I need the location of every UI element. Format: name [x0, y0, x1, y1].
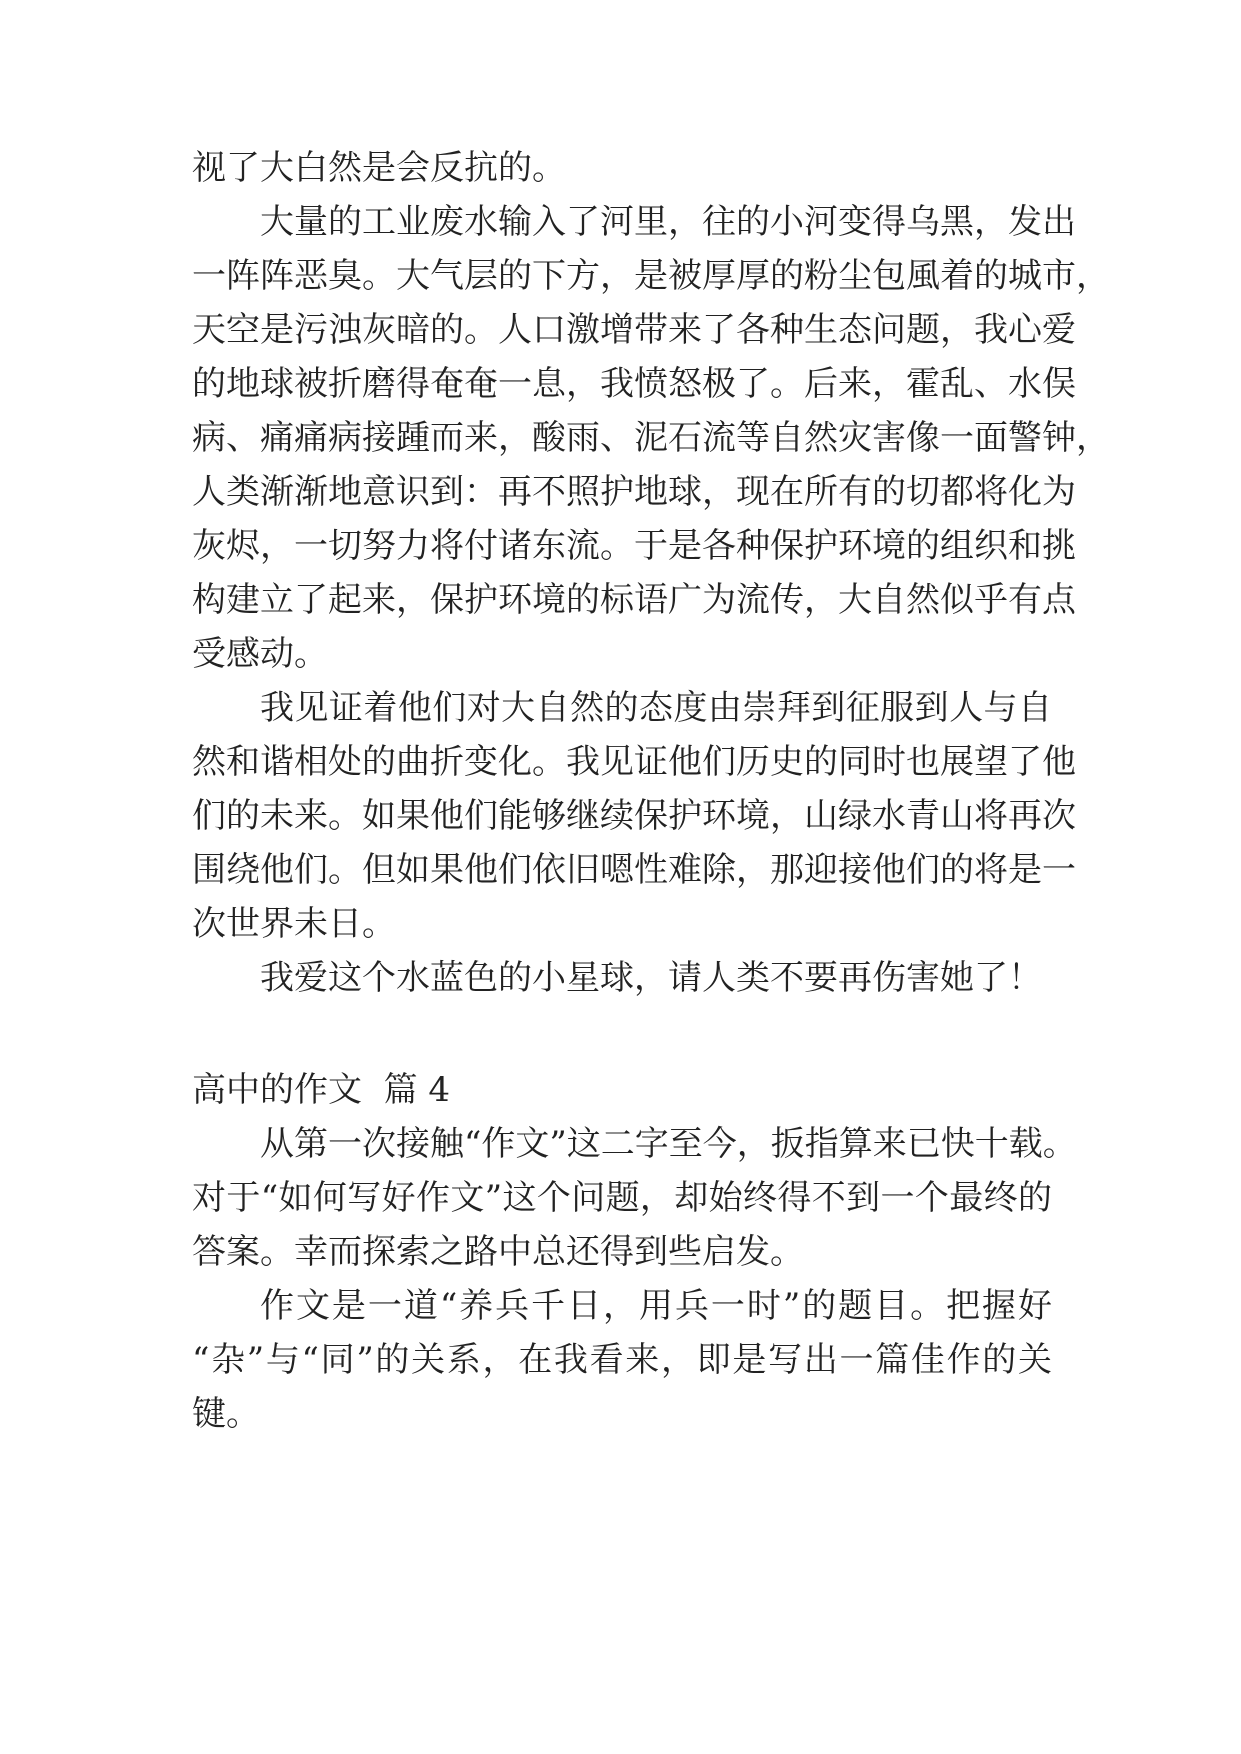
paragraph-line: 受感动。 [192, 634, 328, 674]
paragraph-line: 天空是污浊灰暗的。人口激增带来了各种生态问题，我心爱 [192, 310, 1076, 350]
paragraph-line: 然和谐相处的曲折变化。我见证他们历史的同时也展望了他 [192, 742, 1076, 782]
paragraph-line: 一阵阵恶臭。大气层的下方，是被厚厚的粉尘包風着的城市， [192, 256, 1110, 296]
paragraph-line: 对于“如何写好作文”这个问题，却始终得不到一个最终的 [192, 1178, 1052, 1218]
paragraph-line: 人类渐渐地意识到：再不照护地球，现在所有的切都将化为 [192, 472, 1076, 512]
paragraph-line: 键。 [192, 1394, 260, 1434]
paragraph-line: 答案。幸而探索之路中总还得到些启发。 [192, 1232, 804, 1272]
paragraph-line: 从第一次接触“作文”这二字至今，扳指算来已快十载。 [260, 1124, 1077, 1164]
paragraph-line: 大量的工业废水输入了河里，往的小河变得乌黑，发出 [260, 202, 1076, 242]
paragraph-line: 的地球被折磨得奄奄一息，我愤怒极了。后来，霍乱、水俣 [192, 364, 1076, 404]
paragraph-line: 构建立了起来，保护环境的标语广为流传，大自然似乎有点 [192, 580, 1076, 620]
paragraph-line: 作文是一道“养兵千日，用兵一时”的题目。把握好 [260, 1286, 1052, 1326]
paragraph-line: 们的未来。如果他们能够继续保护环境，山绿水青山将再次 [192, 796, 1076, 836]
paragraph-line: 次世界未日。 [192, 904, 396, 944]
paragraph-line: 灰烬，一切努力将付诸东流。于是各种保护环境的组织和挑 [192, 526, 1076, 566]
section-heading: 高中的作文 篇 4 [192, 1070, 451, 1110]
paragraph-line: 病、痛痛病接踵而来，酸雨、泥石流等自然灾害像一面警钟， [192, 418, 1110, 458]
paragraph-line: 我爱这个水蓝色的小星球，请人类不要再伤害她了！ [260, 958, 1042, 998]
paragraph-line: 围绕他们。但如果他们依旧嗯性难除，那迎接他们的将是一 [192, 850, 1076, 890]
paragraph-line: 视了大白然是会反抗的。 [192, 148, 566, 188]
paragraph-line: “杂”与“同”的关系，在我看来，即是写出一篇佳作的关 [192, 1340, 1052, 1380]
paragraph-line: 我见证着他们对大自然的态度由崇拜到征服到人与自 [260, 688, 1052, 728]
